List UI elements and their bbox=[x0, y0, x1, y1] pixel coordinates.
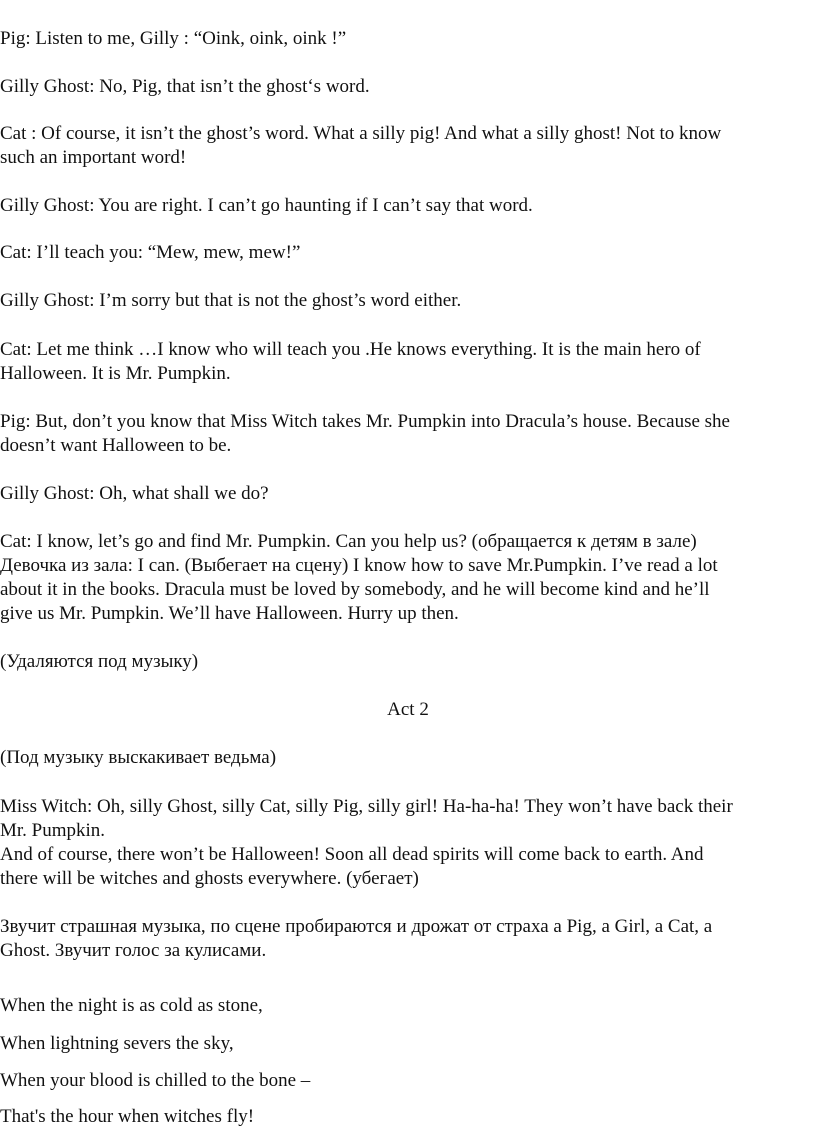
gilly-line-4: Gilly Ghost: Oh, what shall we do? bbox=[0, 483, 269, 504]
stage-direction-3a: Звучит страшная музыка, по сцене пробираются и дрожат от страха a Pig, a Girl, a Cat, a bbox=[0, 916, 713, 937]
pig-line-2b: doesn’t want Halloween to be. bbox=[0, 435, 232, 456]
poem-line-1: When the night is as cold as stone, bbox=[0, 995, 263, 1016]
cat-line-1b: such an important word! bbox=[0, 147, 187, 168]
stage-direction-2: (Под музыку выскакивает ведьма) bbox=[0, 747, 277, 768]
girl-line-1b: about it in the books. Dracula must be loved by somebody, and he will become kind and he’ll bbox=[0, 579, 710, 600]
pig-line-2a: Pig: But, don’t you know that Miss Witch takes Mr. Pumpkin into Dracula’s house. Because she bbox=[0, 411, 730, 432]
poem-line-3: When your blood is chilled to the bone – bbox=[0, 1070, 311, 1091]
witch-line-1c: And of course, there won’t be Halloween! Soon all dead spirits will come back to earth. And bbox=[0, 844, 704, 865]
cat-line-1a: Cat : Of course, it isn’t the ghost’s word. What a silly pig! And what a silly ghost! Not to know bbox=[0, 123, 722, 144]
cat-line-4: Cat: I know, let’s go and find Mr. Pumpkin. Can you help us? (обращается к детям в зале) bbox=[0, 531, 697, 552]
gilly-line-3: Gilly Ghost: I’m sorry but that is not the ghost’s word either. bbox=[0, 290, 462, 311]
witch-line-1d: there will be witches and ghosts everywhere. (убегает) bbox=[0, 868, 419, 889]
cat-line-3a: Cat: Let me think …I know who will teach you .He knows everything. It is the main hero of bbox=[0, 339, 701, 360]
girl-line-1c: give us Mr. Pumpkin. We’ll have Halloween. Hurry up then. bbox=[0, 603, 459, 624]
gilly-line-1: Gilly Ghost: No, Pig, that isn’t the ghost‘s word. bbox=[0, 76, 370, 97]
witch-line-1b: Mr. Pumpkin. bbox=[0, 820, 106, 841]
witch-line-1a: Miss Witch: Oh, silly Ghost, silly Cat, silly Pig, silly girl! Ha-ha-ha! They won’t have back their bbox=[0, 796, 733, 817]
poem-line-4: That's the hour when witches fly! bbox=[0, 1106, 255, 1127]
girl-line-1a: Девочка из зала: I can. (Выбегает на сцену) I know how to save Mr.Pumpkin. I’ve read a lot bbox=[0, 555, 718, 576]
cat-line-3b: Halloween. It is Mr. Pumpkin. bbox=[0, 363, 231, 384]
act-heading: Act 2 bbox=[387, 699, 429, 720]
poem-line-2: When lightning severs the sky, bbox=[0, 1033, 234, 1054]
stage-direction-1: (Удаляются под музыку) bbox=[0, 651, 199, 672]
cat-line-2: Cat: I’ll teach you: “Mew, mew, mew!” bbox=[0, 242, 301, 263]
pig-line-1: Pig: Listen to me, Gilly : “Oink, oink, oink !” bbox=[0, 28, 347, 49]
gilly-line-2: Gilly Ghost: You are right. I can’t go haunting if I can’t say that word. bbox=[0, 195, 533, 216]
stage-direction-3b: Ghost. Звучит голос за кулисами. bbox=[0, 940, 267, 961]
